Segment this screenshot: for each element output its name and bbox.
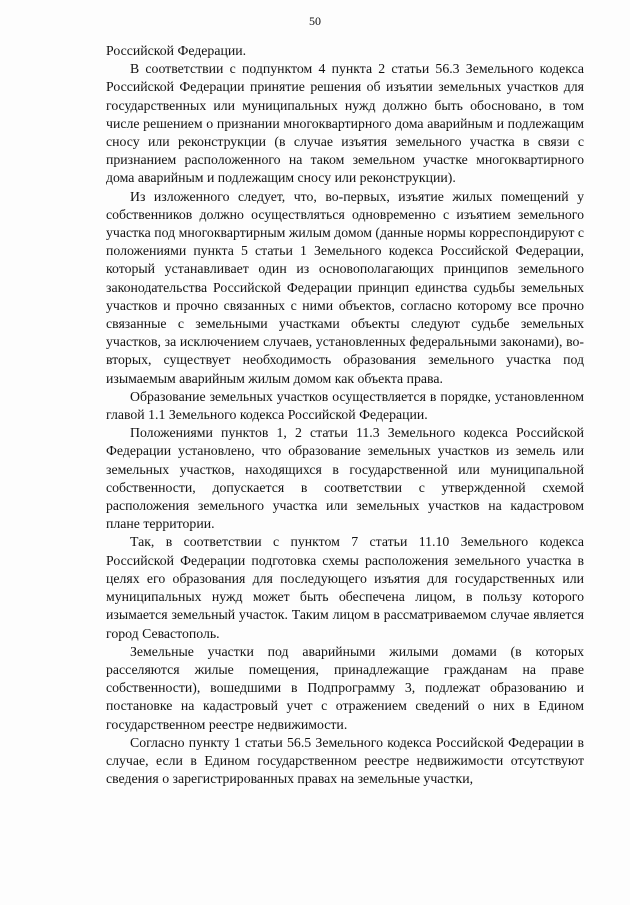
document-body (106, 42, 584, 788)
paragraph: Согласно пункту 1 статьи 56.5 Земельного кодекса Российской Федерации в случае, если в Едином государственном реестре недвижимости отсутствуют сведения о зарегистрированных правах на земельные участки, (106, 734, 584, 787)
paragraph: Так, в соответствии с пунктом 7 статьи 11.10 Земельного кодекса Российской Федерации подготовка схемы расположения земельного участка в целях его образования для последующего изъятия для государственных или муниципальных нужд может быть обеспечена лицом, в пользу которого изымается земельный участок. Таким лицом в рассматриваемом случае является город Севастополь. (106, 534, 584, 641)
paragraph: В соответствии с подпунктом 4 пункта 2 статьи 56.3 Земельного кодекса Российской Федерации принятие решения об изъятии земельных участков для государственных или муниципальных нужд должно быть обосновано, в том числе решением о признании многоквартирного дома аварийным и подлежащим сносу или реконструкции (в случае изъятия земельного участка в связи с признанием расположенного на таком земельном участке многоквартирного дома аварийным и подлежащим сносу или реконструкции). (106, 61, 584, 186)
paragraph: Из изложенного следует, что, во-первых, изъятие жилых помещений у собственников должно осуществляться одновременно с изъятием земельного участка под многоквартирным жилым домом (данные нормы корреспондируют с положениями пункта 5 статьи 1 Земельного кодекса Российской Федерации, который устанавливает один из основополагающих принципов земельного законодательства Российской Федерации принцип единства судьбы земельных участков и прочно связанных с ними объектов, согласно которому все прочно связанные с земельными участками объекты следуют судьбе земельных участков, за исключением случаев, установленных федеральными законами), во-вторых, существует необходимость образования земельного участка под изымаемым аварийным жилым домом как объекта права. (106, 188, 584, 386)
paragraph-continuation: Российской Федерации. (106, 43, 247, 58)
page-number: 50 (309, 14, 321, 28)
paragraph: Земельные участки под аварийными жилыми домами (в которых расселяются жилые помещения, принадлежащие гражданам на праве собственности), вошедшими в Подпрограмму 3, подлежат образованию и постановке на кадастровый учет с отражением сведений о них в Едином государственном реестре недвижимости. (106, 643, 584, 732)
paragraph: Образование земельных участков осуществляется в порядке, установленном главой 1.1 Земельного кодекса Российской Федерации. (106, 388, 584, 423)
paragraph: Положениями пунктов 1, 2 статьи 11.3 Земельного кодекса Российской Федерации установлено, что образование земельных участков из земель или земельных участков, находящихся в государственной или муниципальной собственности, допускается в соответствии с утвержденной схемой расположения земельного участка или земельных участков на кадастровом плане территории. (106, 425, 584, 532)
